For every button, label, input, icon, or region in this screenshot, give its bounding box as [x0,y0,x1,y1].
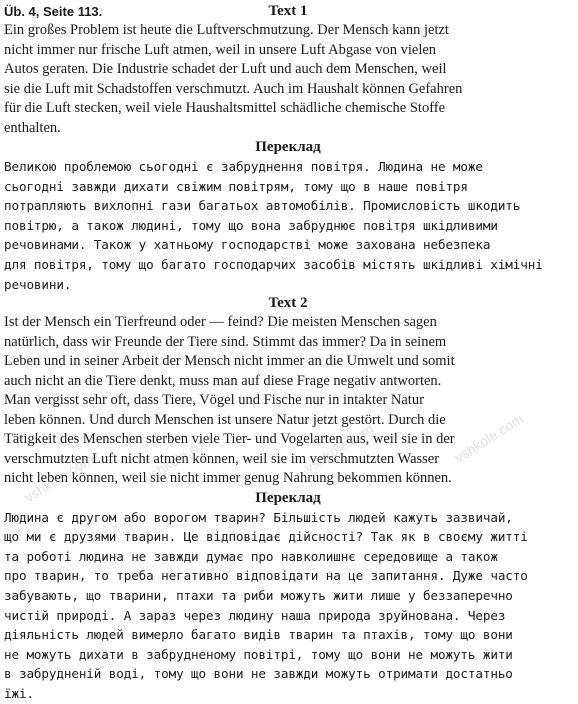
text-line: про тварин, то треба негативно відповідати на це запитання. Дуже часто [4,568,528,584]
paragraph-translation-2-ukrainian [4,508,572,704]
text-line: в забрудненій воді, тому що вони не завжди можуть отримати достатньо [4,666,513,682]
text-line: діяльність людей вимерло багато видів тварин та птахів, тому що вони [4,627,513,643]
watermark: vshkole.com [21,450,97,506]
paragraph-translation-1-ukrainian [4,157,572,294]
exercise-reference: Üb. 4, Seite 113. [4,4,103,19]
paragraph-text-2-german [4,313,572,489]
text-line: Великою проблемою сьогодні є забруднення повітря. Людина не може [4,159,483,174]
text-line: sie die Luft mit Schadstoffen verschmutzt. Auch im Haushalt können Gefahren [4,80,463,97]
text-line: для повітря, тому що багато господарчих засобів містять шкідливі хімічні [4,256,543,272]
text-line: natürlich, dass wir Freunde der Tiere sind. Stimmt das immer? Da in seinem [4,333,447,350]
text-line: verschmutzten Luft nicht atmen können, weil sie im verschmutzten Wasser [4,450,440,467]
text-line: речовини. [4,276,72,292]
text-line: Leben und in seiner Arbeit der Mensch nicht immer an die Umwelt und somit [4,353,455,370]
text-line: потрапляють вихлопні гази багатьох автомобілів. Промисловість шкодить [4,198,521,214]
section-title-text-2: Text 2 [268,295,308,312]
text-line: та роботі людина не завжди думає про навколишнє середовище а також [4,548,498,564]
section-title-text-1: Text 1 [268,3,308,19]
text-line: auch nicht an die Tiere denkt, muss man auf diese Frage negativ antworten. [4,372,442,389]
text-line: enthalten. [4,119,61,136]
watermark: vshkole.com [451,410,527,466]
section-title-translation-1: Переклад [255,139,321,155]
text-line: повітрю, а також людині, тому що вона забруднює повітря шкідливими [4,217,498,233]
text-line: їжі. [4,686,34,701]
text-line: не можуть дихати в забрудненому повітрі, тому що вони не можуть жити [4,646,513,662]
text-line: für die Luft stecken, weil viele Haushaltsmittel schädliche chemische Stoffe [4,100,446,116]
text-line: забувають, що тварини, птахи та риби можуть жити лише у беззаперечно [4,588,513,604]
text-line: Ein großes Problem ist heute die Luftverschmutzung. Der Mensch kann jetzt [4,22,449,38]
text-line: Людина є другом або ворогом тварин? Більшість людей кажуть зазвичай, [4,509,513,525]
text-line: leben können. Und durch Menschen ist unsere Natur jetzt gestört. Durch die [4,411,446,428]
text-line: речовинами. Також у хатньому господарстві може захована небезпека [4,237,491,253]
text-line: nicht immer nur frische Luft atmen, weil in unsere Luft Abgase von vielen [4,41,437,58]
text-line: Ist der Mensch ein Tierfreund oder — feind? Die meisten Menschen sagen [4,314,437,331]
section-title-translation-2: Переклад [255,489,321,506]
text-line: що ми є друзями тварин. Це відповідає дійсності? Так як в своєму житті [4,529,528,545]
header-line [4,2,572,21]
paragraph-text-1-german [4,21,572,138]
watermark: vshkole.com [141,430,217,486]
watermark: vshkole.com [301,420,377,476]
text-line: Autos geraten. Die Industrie schadet der Luft und auch dem Menschen, weil [4,61,447,77]
text-line: чистій природі. А зараз через людину наша природа зруйнована. Через [4,607,506,623]
text-line: nicht leben können, weil sie nicht immer genug Nahrung bekommen können. [4,470,452,487]
text-line: Man vergisst sehr oft, dass Tiere, Vögel und Fische nur in intakter Natur [4,392,424,409]
text-line: Tätigkeit des Menschen sterben viele Tier- und Vogelarten aus, weil sie in der [4,431,455,448]
text-line: сьогодні завжди дихати свіжим повітрям, тому що в наше повітря [4,178,468,194]
